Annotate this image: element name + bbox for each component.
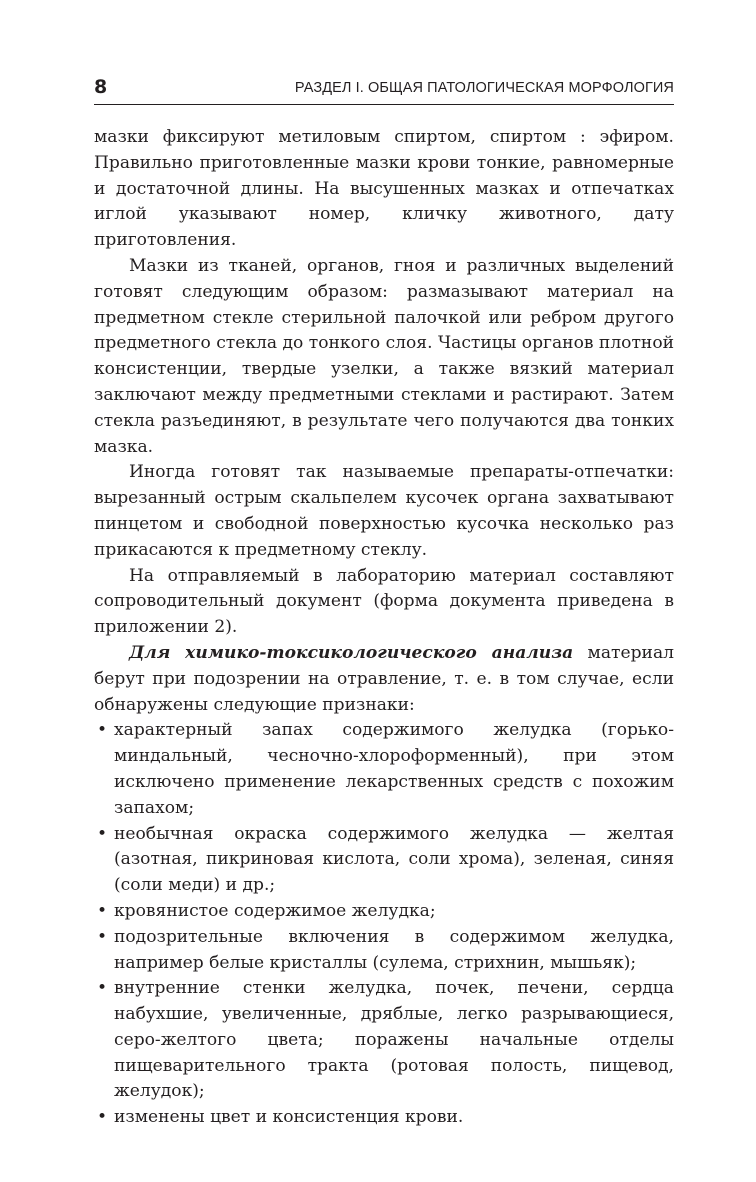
toxicology-analysis-emphasis: Для химико-токсикологического анализа — [129, 642, 574, 663]
list-item — [97, 925, 674, 977]
paragraph-accompanying-document: На отправляемый в лабораторию материал составляют сопроводительный документ (форма документа приведена в приложении 2). — [94, 565, 674, 638]
header-rule — [94, 104, 674, 105]
page-number: 8 — [94, 76, 108, 98]
bullet-icon: • — [97, 978, 108, 999]
paragraph-tissue-smears: Мазки из тканей, органов, гноя и различных выделений готовят следующим образом: размазывают материал на предметном стекле стерильной палочкой или ребром другого предметного стекла до тонкого слоя. Частицы органов плотной консистенции, твердые узелки, а также вязкий материал заключают между предметными стеклами и растирают. Затем стекла разъединяют, в результате чего получаются два тонких мазка. — [94, 255, 675, 457]
bullet-icon: • — [97, 1107, 108, 1128]
bullet-icon: • — [97, 823, 108, 844]
paragraph-imprint-preparations: Иногда готовят так называемые препараты-отпечатки: вырезанный острым скальпелем кусочек органа захватывают пинцетом и свободной поверхностью кусочка несколько раз прикасаются к предметному стеклу. — [94, 462, 674, 560]
bullet-icon: • — [97, 720, 108, 741]
list-item-text: внутренние стенки желудка, почек, печени, сердца набухшие, увеличенные, дряблые, легко разрывающиеся, серо-желтого цвета; поражены начальные отделы пищеварительного тракта (ротовая полость, пищевод, желудок); — [114, 978, 674, 1102]
list-item — [97, 822, 674, 899]
list-item-text: кровянистое содержимое желудка; — [114, 900, 436, 921]
list-item — [97, 1105, 674, 1131]
body-text — [94, 125, 674, 1131]
list-item-text: изменены цвет и консистенция крови. — [114, 1107, 464, 1128]
paragraph-toxicology-analysis — [94, 641, 674, 718]
list-item — [97, 899, 674, 925]
page-header — [94, 76, 674, 106]
running-head: РАЗДЕЛ I. ОБЩАЯ ПАТОЛОГИЧЕСКАЯ МОРФОЛОГИЯ — [294, 80, 674, 96]
list-item — [97, 718, 674, 821]
list-item-text: характерный запах содержимого желудка (горько-миндальный, чесночно-хлороформенный), при этом исключено применение лекарственных средств с похожим запахом; — [114, 720, 674, 818]
poisoning-signs-list — [94, 718, 674, 1131]
toxicology-analysis-text: материал берут при подозрении на отравление, т. е. в том случае, если обнаружены следующие признаки: — [94, 642, 674, 715]
bullet-icon: • — [97, 900, 108, 921]
list-item — [97, 976, 674, 1105]
paragraph-smear-fixation: мазки фиксируют метиловым спиртом, спиртом : эфиром. Правильно приготовленные мазки крови тонкие, равномерные и достаточной длины. На высушенных мазках и отпечатках иглой указывают номер, кличку животного, дату приготовления. — [94, 127, 674, 251]
list-item-text: подозрительные включения в содержимом желудка, например белые кристаллы (сулема, стрихнин, мышьяк); — [114, 926, 674, 973]
list-item-text: необычная окраска содержимого желудка — желтая (азотная, пикриновая кислота, соли хрома), зеленая, синяя (соли меди) и др.; — [114, 823, 674, 896]
bullet-icon: • — [97, 926, 108, 947]
